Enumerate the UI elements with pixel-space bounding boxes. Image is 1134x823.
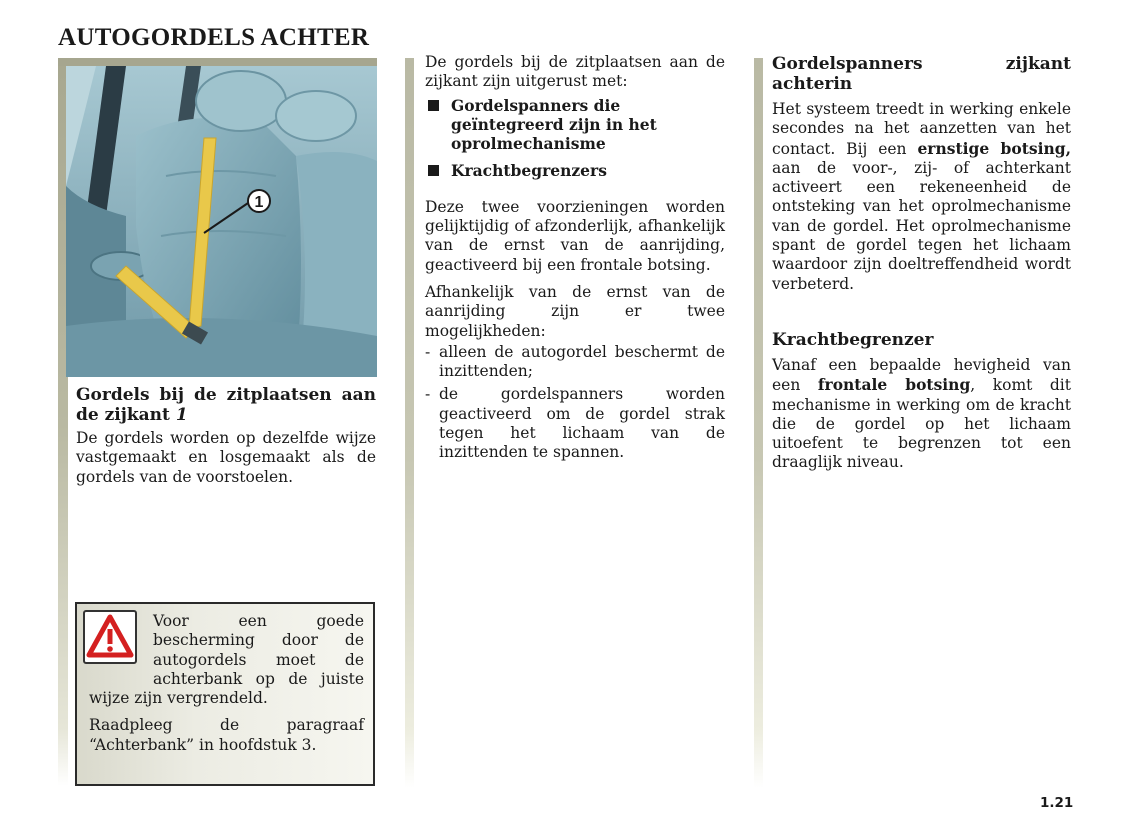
left-column-text [76, 385, 376, 487]
right-para-2 [772, 356, 1071, 473]
middle-para-1: Deze twee voorzieningen worden gelijktijdig of afzonderlijk, afhankelijk van de ernst van de aanrijding, geactiveerd bij een frontale botsing. [425, 197, 725, 274]
middle-para-2: Afhankelijk van de ernst van de aanrijding zijn er twee mogelijkheden: [425, 282, 725, 340]
left-heading [76, 385, 376, 425]
left-paragraph: De gordels worden op dezelfde wijze vastgemaakt en losgemaakt als de gordels van de voorstoelen. [76, 429, 376, 486]
right-para-1 [772, 100, 1071, 294]
right-para-2-bold: frontale botsing [817, 375, 971, 395]
bullet-square-icon [428, 100, 439, 111]
dash-marker: - [425, 342, 431, 361]
warning-text-1: Voor een goede bescherming door de autogordels moet de achterbank op de juiste wijze zijn vergrendeld. [89, 612, 364, 708]
dash-item [425, 385, 725, 462]
rear-seat-illustration [66, 66, 377, 377]
right-heading-1: Gordelspanners zijkant achterin [772, 54, 1071, 94]
right-para-1-text: Het systeem treedt in werking enkele secondes na het aanzetten van het contact. Bij een [772, 100, 1071, 158]
dash-text: alleen de autogordel beschermt de inzittenden; [439, 342, 725, 381]
bullet-item [425, 161, 725, 180]
right-para-1-bold: ernstige botsing, [917, 138, 1072, 158]
photo-top-strip [58, 58, 377, 66]
rear-seatbelt-photo [66, 66, 377, 377]
dash-text: de gordelspanners worden geactiveerd om de gordel strak tegen het lichaam van de inzittenden te spannen. [439, 385, 725, 462]
warning-text-2: Raadpleeg de paragraaf “Achterbank” in hoofdstuk 3. [89, 716, 364, 754]
headrest [196, 71, 286, 131]
bullet-square-icon [428, 165, 439, 176]
page-title: AUTOGORDELS ACHTER [58, 24, 370, 51]
page-number: 1.21 [1040, 795, 1074, 811]
left-heading-ref: 1 [175, 405, 188, 425]
callout-number: 1 [254, 194, 264, 211]
left-heading-text: Gordels bij de zitplaatsen aan de zijkant [76, 385, 376, 425]
right-para-1-text: aan de voor-, zij- of achterkant activeert een rekeneenheid de ontsteking van het oprolmechanisme van de gordel. Het oprolmechanisme spant de gordel tegen het lichaam waardoor zijn doeltreffendheid wordt verbeterd. [772, 158, 1071, 293]
right-para-2-text: Vanaf een bepaalde hevigheid van een [772, 355, 1071, 395]
bullet-text: Krachtbegrenzers [451, 161, 607, 181]
right-heading-2: Krachtbegrenzer [772, 329, 934, 350]
dash-marker: - [425, 385, 431, 404]
right-column [772, 54, 1071, 473]
warning-box [75, 602, 375, 786]
middle-column [425, 53, 725, 463]
right-column-bar [754, 58, 763, 788]
dash-item [425, 343, 725, 382]
middle-intro: De gordels bij de zitplaatsen aan de zijkant zijn uitgerust met: [425, 53, 725, 91]
right-para-2-text: , komt dit mechanisme in werking om de kracht die de gordel op het lichaam uitoefent te begrenzen tot een draaglijk niveau. [772, 376, 1071, 472]
middle-column-bar [405, 58, 414, 788]
bullet-item [425, 96, 725, 154]
bullet-text: Gordelspanners die geïntegreerd zijn in het oprolmechanisme [451, 95, 657, 154]
